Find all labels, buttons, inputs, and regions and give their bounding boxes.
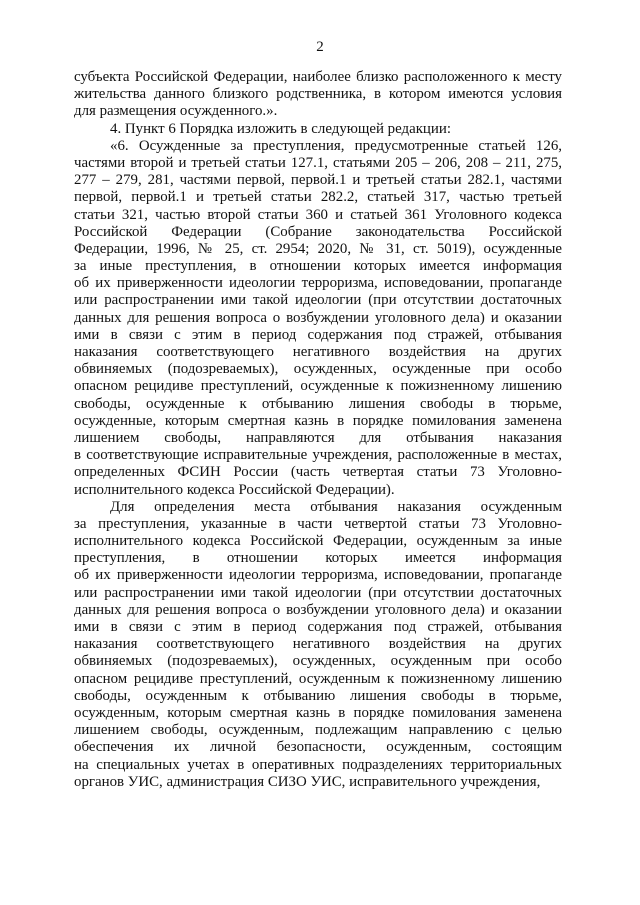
paragraph	[74, 69, 562, 121]
text-line: Федерации, 1996, № 25, ст. 2954; 2020, № 31, ст. 5019), осужденные	[74, 240, 562, 257]
text-line: или распространении ими такой идеологии (при отсутствии достаточных	[74, 292, 562, 309]
text-line: данных для решения вопроса о возбуждении уголовного дела) и оказании	[74, 601, 562, 618]
text-line: статьи 321, частью второй статьи 360 и статьей 361 Уголовного кодекса	[74, 206, 562, 223]
document-body	[74, 69, 562, 791]
paragraph	[74, 499, 562, 791]
text-line: опасном рецидиве преступлений, осужденным к пожизненному лишению	[74, 670, 562, 687]
text-line: в соответствующие исправительные учреждения, расположенные в местах,	[74, 447, 562, 464]
text-line: опасном рецидиве преступлений, осужденные к пожизненному лишению	[74, 378, 562, 395]
text-line: 4. Пункт 6 Порядка изложить в следующей редакции:	[110, 120, 451, 137]
text-line: об их приверженности идеологии терроризма, исповедовании, пропаганде	[74, 275, 562, 292]
text-line: «6. Осужденные за преступления, предусмотренные статьей 126,	[110, 137, 562, 154]
text-line: преступления, в отношении которых имеется информация	[74, 550, 562, 567]
text-line: за иные преступления, в отношении которых имеется информация	[74, 258, 562, 275]
text-line: наказания соответствующего негативного воздействия на других	[74, 636, 562, 653]
text-line: исполнительного кодекса Российской Федерации, осужденным за иные	[74, 533, 562, 550]
text-line: 277 – 279, 281, частями первой, первой.1 и третьей статьи 282.1, частями	[74, 172, 562, 189]
text-line: свободы, осужденные к отбыванию лишения свободы в тюрьме,	[74, 395, 562, 412]
text-line: осужденным, которым смертная казнь в порядке помилования заменена	[74, 704, 562, 721]
text-line: ими в связи с этим в период содержания под стражей, отбывания	[74, 326, 562, 343]
text-line: на специальных учетах в оперативных подразделениях территориальных	[74, 756, 562, 773]
paragraph	[74, 138, 562, 499]
text-line: жительства данного близкого родственника, в котором имеются условия	[74, 86, 562, 103]
text-line: Для определения места отбывания наказания осужденным	[110, 498, 562, 515]
paragraph	[74, 121, 562, 138]
text-line: наказания соответствующего негативного воздействия на других	[74, 344, 562, 360]
text-line: определенных ФСИН России (часть четвертая статьи 73 Уголовно-	[74, 464, 562, 481]
text-line: обеспечения их личной безопасности, осужденным, состоящим	[74, 739, 562, 756]
text-line: для размещения осужденного.».	[74, 103, 278, 120]
text-line: обвиняемых (подозреваемых), осужденных, осужденные при особо	[74, 361, 562, 378]
text-line: субъекта Российской Федерации, наиболее близко расположенного к месту	[74, 69, 562, 85]
text-line: первой, первой.1 и третьей статьи 282.2, статьей 317, частью третьей	[74, 189, 562, 206]
page-number: 2	[316, 39, 324, 55]
text-line: исполнительного кодекса Российской Федерации).	[74, 481, 395, 498]
text-line: ими в связи с этим в период содержания под стражей, отбывания	[74, 619, 562, 635]
text-line: свободы, осужденным к отбыванию лишения свободы в тюрьме,	[74, 687, 562, 704]
text-line: лишением свободы, направляются для отбывания наказания	[74, 429, 562, 446]
text-line: органов УИС, администрация СИЗО УИС, исправительного учреждения,	[74, 773, 541, 790]
text-line: данных для решения вопроса о возбуждении уголовного дела) и оказании	[74, 309, 562, 326]
text-line: об их приверженности идеологии терроризма, исповедовании, пропаганде	[74, 567, 562, 584]
text-line: или распространении ими такой идеологии (при отсутствии достаточных	[74, 584, 562, 601]
text-line: осужденные, которым смертная казнь в порядке помилования заменена	[74, 412, 562, 429]
text-line: Российской Федерации (Собрание законодательства Российской	[74, 223, 562, 240]
text-line: лишением свободы, осужденным, подлежащим направлению с целью	[74, 722, 562, 739]
text-line: обвиняемых (подозреваемых), осужденных, осужденным при особо	[74, 653, 562, 670]
text-line: частями второй и третьей статьи 127.1, статьями 205 – 206, 208 – 211, 275,	[74, 154, 562, 171]
text-line: за преступления, указанные в части четвертой статьи 73 Уголовно-	[74, 515, 562, 532]
